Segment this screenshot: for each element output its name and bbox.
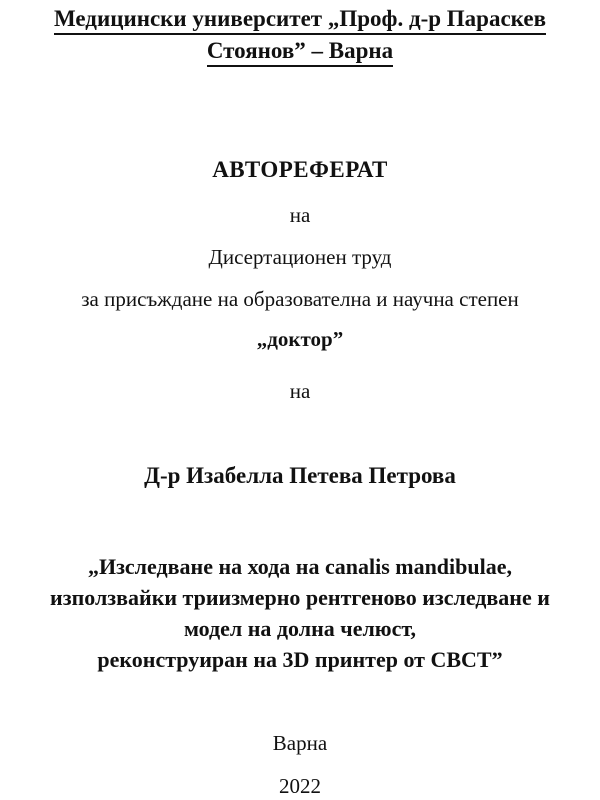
university-city-text: Стоянов” – Варна: [207, 37, 393, 67]
dissertation-title: [0, 551, 600, 675]
city-text: Варна: [272, 731, 328, 755]
of-label-1: на: [289, 203, 311, 227]
university-header-line-1: [0, 3, 600, 35]
university-name-text: Медицински университет „Проф. д-р Параскев: [54, 5, 546, 35]
work-type-text: Дисертационен труд: [208, 245, 392, 269]
degree-name-text: „доктор”: [256, 327, 344, 351]
dissertation-title-line-4: реконструиран на 3D принтер от CBCT”: [97, 647, 503, 672]
university-header: [0, 3, 600, 67]
dissertation-title-line-3: модел на долна челюст,: [183, 616, 417, 641]
degree-purpose-text: за присъждане на образователна и научна степен: [81, 287, 519, 311]
of-label-2: на: [289, 379, 311, 403]
dissertation-title-line-1: „Изследване на хода на canalis mandibulae,: [87, 554, 513, 579]
dissertation-title-line-2: използвайки триизмерно рентгеново изследване и: [50, 585, 550, 610]
university-header-line-2: [0, 35, 600, 67]
author-name: Д-р Изабелла Петева Петрова: [144, 463, 456, 488]
doc-type-heading: АВТОРЕФЕРАТ: [212, 157, 388, 182]
year-text: 2022: [279, 774, 321, 798]
